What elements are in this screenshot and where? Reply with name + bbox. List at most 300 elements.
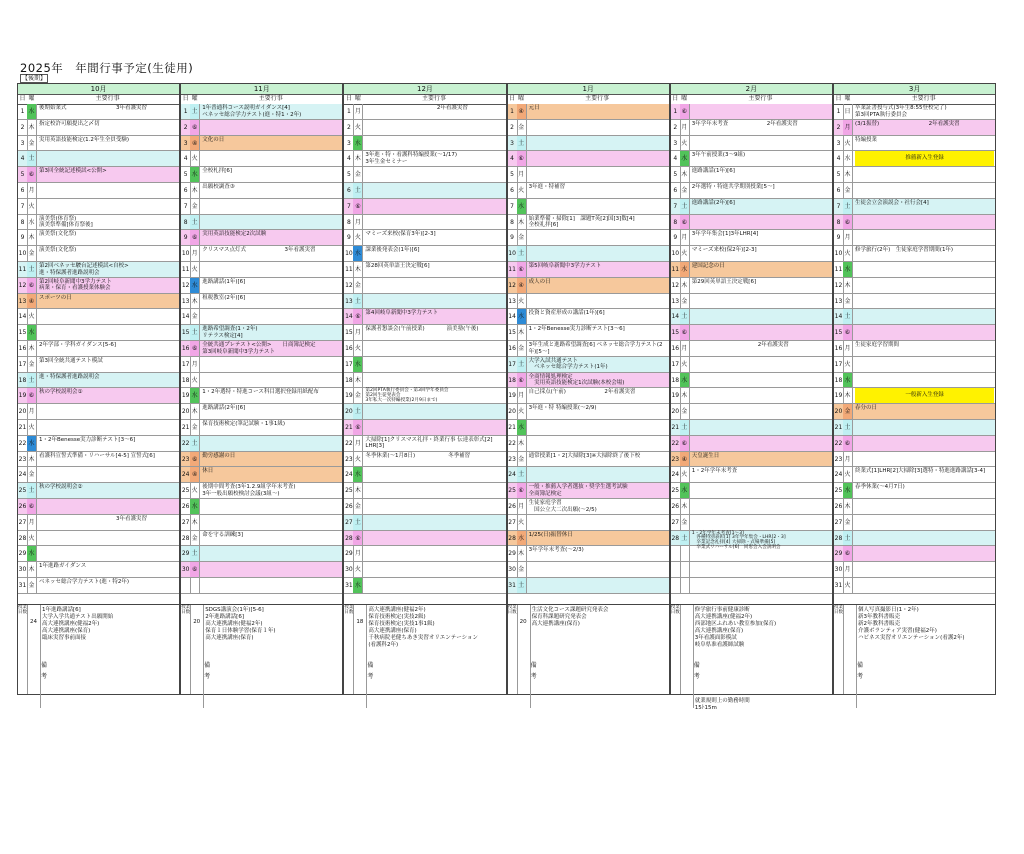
event-text bbox=[692, 437, 831, 451]
calendar-row bbox=[508, 436, 669, 452]
day-number: 28 bbox=[508, 531, 518, 546]
calendar-row bbox=[181, 199, 342, 215]
day-number: 30 bbox=[834, 562, 844, 577]
calendar-row bbox=[344, 467, 505, 483]
day-number: 21 bbox=[18, 420, 28, 435]
event-text bbox=[202, 374, 341, 388]
weekday: 水 bbox=[190, 278, 200, 293]
event-text bbox=[365, 500, 504, 514]
weekday: ⑥ bbox=[843, 215, 853, 230]
event-text: 第29回英単語王決定戦[6] bbox=[691, 278, 757, 285]
remarks-label: 備考 bbox=[530, 662, 537, 680]
weekday: 火 bbox=[680, 467, 690, 482]
event-text bbox=[365, 279, 504, 293]
event-text: 卒業証書授与式(3年生8:55登校完了) 第3回PTA執行委員会 bbox=[855, 105, 947, 118]
event-text bbox=[692, 547, 831, 561]
calendar-row bbox=[344, 230, 505, 246]
calendar-row bbox=[344, 436, 505, 452]
event-text bbox=[855, 216, 994, 230]
event-text bbox=[39, 468, 178, 482]
weekday: 月 bbox=[680, 120, 690, 135]
weekday: 火 bbox=[680, 136, 690, 151]
calendar-row bbox=[344, 309, 505, 325]
weekday: 水 bbox=[27, 104, 37, 119]
day-number: 9 bbox=[508, 230, 518, 245]
notes-text: 1年進路講話[6] 大学入学共通テスト出願開始 高大連携講座(健福2年) 高大連携講座(保育) 臨床実習事前面接 bbox=[42, 607, 114, 641]
page-title: 2025年 年間行事予定(生徒用) bbox=[20, 61, 194, 75]
event-text: 全統共通プレテスト<公開> 日商簿記検定 第3回岐阜新聞中3学力テスト bbox=[202, 342, 316, 355]
weekday: 木 bbox=[353, 483, 363, 498]
day-number: 20 bbox=[671, 404, 681, 419]
day-number: 27 bbox=[671, 515, 681, 530]
notes-text: SDGS講演会(1年)[5-6] 2年進路講話[6] 高大連携講座(健福2年) 保育１日体験学習(保育１年) 高大連携講座(保育) bbox=[205, 607, 276, 641]
day-number: 3 bbox=[671, 136, 681, 151]
event-text bbox=[202, 216, 341, 230]
calendar-row bbox=[18, 294, 179, 310]
day-number: 27 bbox=[834, 515, 844, 530]
event-text bbox=[855, 437, 994, 451]
day-number: 20 bbox=[18, 404, 28, 419]
weekday: 金 bbox=[353, 388, 363, 403]
event-text: 3年看護実習 bbox=[39, 515, 148, 522]
weekday: 金 bbox=[680, 183, 690, 198]
event-text bbox=[692, 516, 831, 530]
calendar-row bbox=[18, 151, 179, 167]
weekday: 日 bbox=[843, 104, 853, 119]
weekday: 月 bbox=[843, 230, 853, 245]
calendar-row bbox=[18, 404, 179, 420]
weekday: 金 bbox=[843, 404, 853, 419]
calendar-row bbox=[508, 467, 669, 483]
day-number: 21 bbox=[671, 420, 681, 435]
weekday: ⑥ bbox=[517, 151, 527, 166]
day-number: 26 bbox=[181, 499, 191, 514]
day-col-header: 日 bbox=[672, 95, 679, 102]
event-text: 保育技術検定(筆記試験・1事1級) bbox=[202, 421, 285, 427]
calendar-row bbox=[834, 136, 995, 152]
event-text bbox=[202, 152, 341, 166]
calendar-row bbox=[508, 499, 669, 515]
events-col-header: 主要行事 bbox=[421, 95, 446, 102]
event-text: 指定校許可願提出之〆切 bbox=[39, 120, 100, 127]
event-text bbox=[202, 263, 341, 277]
day-number: 10 bbox=[18, 246, 28, 261]
calendar-row bbox=[508, 452, 669, 468]
weekday: 土 bbox=[190, 436, 200, 451]
day-number: 21 bbox=[181, 420, 191, 435]
day-number: 27 bbox=[508, 515, 518, 530]
weekday: 火 bbox=[517, 294, 527, 309]
weekday bbox=[680, 562, 690, 577]
calendar-row bbox=[834, 515, 995, 531]
day-number: 17 bbox=[671, 357, 681, 372]
event-text bbox=[365, 421, 504, 435]
event-text: 3年学年末考査 2年看護実習 bbox=[691, 120, 798, 127]
notes-text: 高大連携講座(健福2年) 保育技術検定(実技2級) 保育技術検定(実技1事1級) 高大連携講座(保育) 千秋病院老健ちあき実習オリエンテーション (看護科2年) bbox=[368, 607, 479, 648]
event-text bbox=[202, 579, 341, 593]
weekday: ⑥ bbox=[190, 452, 200, 467]
event-text: マミーズ来校(保2年)[2-3] bbox=[691, 247, 757, 254]
day-number: 28 bbox=[18, 531, 28, 546]
day-number: 10 bbox=[508, 246, 518, 261]
weekday: 月 bbox=[353, 546, 363, 561]
calendar-sheet bbox=[17, 83, 996, 711]
weekday: ⑥ bbox=[680, 104, 690, 119]
day-number: 16 bbox=[834, 341, 844, 356]
event-text bbox=[39, 421, 178, 435]
event-text bbox=[855, 295, 994, 309]
calendar-row bbox=[18, 357, 179, 373]
weekday: 水 bbox=[27, 436, 37, 451]
day-number: 18 bbox=[508, 373, 518, 388]
weekday: 月 bbox=[843, 341, 853, 356]
event-text bbox=[692, 310, 831, 324]
calendar-row bbox=[181, 483, 342, 499]
weekday: 火 bbox=[27, 420, 37, 435]
day-number: 16 bbox=[508, 341, 518, 356]
event-text: 3年学年末考査(〜2/3) bbox=[528, 547, 584, 554]
event-text bbox=[855, 500, 994, 514]
notes-text: 修学旅行事前健康診断 高大連携講座(健福2年) 西部地区ふれあい教室参加(保育) 高大連携講座(保育) 3年看護面影模試 岐阜県准看護師試験 就業規則上の勤務時間 15ﾄ15m bbox=[694, 607, 777, 711]
calendar-row bbox=[508, 483, 669, 499]
weekday: 金 bbox=[27, 578, 37, 593]
day-number: 29 bbox=[344, 546, 354, 561]
calendar-row bbox=[671, 104, 832, 120]
day-number: 7 bbox=[508, 199, 518, 214]
calendar-row bbox=[508, 167, 669, 183]
calendar-row bbox=[834, 341, 995, 357]
weekday: 金 bbox=[27, 246, 37, 261]
calendar-row bbox=[344, 294, 505, 310]
weekday: 月 bbox=[190, 357, 200, 372]
weekday: 土 bbox=[680, 199, 690, 214]
event-text bbox=[529, 168, 668, 182]
event-text bbox=[365, 184, 504, 198]
day-number: 31 bbox=[834, 578, 844, 593]
calendar-row bbox=[18, 215, 179, 231]
month-column bbox=[507, 83, 670, 695]
weekday: 月 bbox=[843, 120, 853, 135]
calendar-row bbox=[344, 578, 505, 594]
calendar-row bbox=[344, 104, 505, 120]
weekday: ⑥ bbox=[27, 167, 37, 182]
calendar-row bbox=[671, 246, 832, 262]
day-number: 5 bbox=[181, 167, 191, 182]
weekday: 水 bbox=[680, 483, 690, 498]
day-number: 1 bbox=[181, 104, 191, 119]
weekday: 土 bbox=[190, 215, 200, 230]
event-text: 後期始業式 3年看護実習 bbox=[39, 105, 148, 111]
weekday: 土 bbox=[353, 515, 363, 530]
event-text bbox=[365, 216, 504, 230]
event-text: 3年進・特 特編授業(〜2/9) bbox=[528, 405, 597, 412]
event-text: 勤労感謝の日 bbox=[202, 452, 236, 459]
month-column bbox=[180, 83, 343, 695]
weekday: 水 bbox=[353, 136, 363, 151]
day-col-header: 日 bbox=[509, 95, 516, 102]
event-text: クリスマス点灯式 3年看護実習 bbox=[202, 247, 316, 254]
day-number: 22 bbox=[508, 436, 518, 451]
weekday: ⑥ bbox=[353, 309, 363, 324]
day-number: 31 bbox=[344, 578, 354, 593]
calendar-row bbox=[508, 404, 669, 420]
calendar-row bbox=[834, 246, 995, 262]
calendar-row bbox=[508, 309, 669, 325]
calendar-row bbox=[181, 230, 342, 246]
calendar-row bbox=[344, 183, 505, 199]
calendar-row bbox=[344, 151, 505, 167]
weekday: 火 bbox=[843, 578, 853, 593]
weekday: 水 bbox=[190, 499, 200, 514]
weekday: 土 bbox=[517, 136, 527, 151]
weekday: ⑥ bbox=[843, 546, 853, 561]
event-text: 文化の日 bbox=[202, 136, 225, 143]
event-text: 通常授業[1・2]大掃除[3]※大掃除終了後下校 bbox=[528, 452, 641, 459]
event-text bbox=[855, 563, 994, 577]
calendar-row bbox=[18, 136, 179, 152]
event-text: 推薦新入生登録 bbox=[855, 151, 994, 166]
day-number: 19 bbox=[181, 388, 191, 403]
weekday: 木 bbox=[680, 278, 690, 293]
weekday: ⑥ bbox=[517, 373, 527, 388]
calendar-row bbox=[671, 562, 832, 578]
calendar-row bbox=[508, 562, 669, 578]
weekday: ④ bbox=[190, 136, 200, 151]
day-number: 6 bbox=[181, 183, 191, 198]
weekday: 土 bbox=[27, 151, 37, 166]
weekday: 火 bbox=[517, 404, 527, 419]
calendar-row bbox=[508, 136, 669, 152]
weekday: 月 bbox=[27, 183, 37, 198]
event-text: 第28回英単語王決定戦[6] bbox=[365, 263, 430, 269]
event-text bbox=[39, 184, 178, 198]
day-number: 18 bbox=[671, 373, 681, 388]
day-number: 1 bbox=[671, 104, 681, 119]
event-text: 2年選特・特進共学期別授業[5〜] bbox=[691, 184, 775, 190]
weekday: 月 bbox=[27, 515, 37, 530]
day-number: 6 bbox=[671, 183, 681, 198]
day-number: 25 bbox=[834, 483, 844, 498]
day-number: 10 bbox=[344, 246, 354, 261]
calendar-row bbox=[344, 388, 505, 404]
day-number: 3 bbox=[834, 136, 844, 151]
calendar-row bbox=[834, 420, 995, 436]
weekday: 金 bbox=[843, 515, 853, 530]
day-number: 13 bbox=[344, 294, 354, 309]
event-text: 第2回岐阜新聞中3学力テスト 病業・保育・看護授業体験会 bbox=[39, 278, 112, 292]
weekday: 木 bbox=[843, 388, 853, 403]
calendar-row bbox=[344, 262, 505, 278]
calendar-row bbox=[181, 151, 342, 167]
calendar-row bbox=[181, 499, 342, 515]
calendar-row bbox=[18, 199, 179, 215]
day-number: 5 bbox=[671, 167, 681, 182]
calendar-row bbox=[671, 183, 832, 199]
weekday: 金 bbox=[517, 230, 527, 245]
calendar-row bbox=[834, 325, 995, 341]
calendar-row bbox=[508, 183, 669, 199]
day-col-header: 日 bbox=[345, 95, 352, 102]
event-text: 後期中間考査(3年1.2.9組学年末考査) 3年一般出願校検討会議(3組〜) bbox=[202, 484, 296, 497]
weekday: 金 bbox=[190, 309, 200, 324]
event-text bbox=[202, 310, 341, 324]
event-text: 1・2年Benesse実力診断テスト[3〜6] bbox=[528, 326, 625, 333]
calendar-row bbox=[181, 262, 342, 278]
calendar-row bbox=[181, 120, 342, 136]
weekday: 金 bbox=[27, 357, 37, 372]
calendar-row bbox=[181, 436, 342, 452]
calendar-row bbox=[671, 325, 832, 341]
calendar-row bbox=[834, 309, 995, 325]
weekday: 月 bbox=[190, 246, 200, 261]
day-number: 22 bbox=[344, 436, 354, 451]
calendar-row bbox=[508, 215, 669, 231]
day-number: 12 bbox=[834, 278, 844, 293]
day-number: 15 bbox=[671, 325, 681, 340]
calendar-row bbox=[508, 104, 669, 120]
event-text bbox=[39, 326, 178, 340]
day-number: 9 bbox=[344, 230, 354, 245]
day-number: 19 bbox=[344, 388, 354, 403]
day-number: 22 bbox=[671, 436, 681, 451]
day-number: 8 bbox=[344, 215, 354, 230]
weekday: 火 bbox=[27, 199, 37, 214]
calendar-row bbox=[508, 357, 669, 373]
notes-section bbox=[344, 604, 505, 694]
day-number: 30 bbox=[508, 562, 518, 577]
weekday: 木 bbox=[27, 120, 37, 135]
weekday: 水 bbox=[27, 546, 37, 561]
calendar-row bbox=[18, 420, 179, 436]
calendar-row bbox=[671, 167, 832, 183]
weekday: ⑥ bbox=[680, 215, 690, 230]
event-text: 3年進・特・看護科特編授業(〜1/17) 3年生金セミナー bbox=[365, 152, 458, 165]
weekday: 土 bbox=[353, 294, 363, 309]
day-number: 13 bbox=[18, 294, 28, 309]
day-number: 16 bbox=[18, 341, 28, 356]
event-text bbox=[529, 137, 668, 151]
day-number: 2 bbox=[508, 120, 518, 135]
day-number: 31 bbox=[18, 578, 28, 593]
calendar-row bbox=[834, 215, 995, 231]
remarks-label: 備考 bbox=[856, 662, 863, 680]
event-text bbox=[365, 121, 504, 135]
day-number: 5 bbox=[18, 167, 28, 182]
calendar-row bbox=[181, 388, 342, 404]
calendar-row bbox=[508, 531, 669, 547]
day-number: 23 bbox=[18, 452, 28, 467]
calendar-row bbox=[181, 373, 342, 389]
event-text bbox=[39, 310, 178, 324]
day-number: 3 bbox=[181, 136, 191, 151]
weekday: ④ bbox=[517, 104, 527, 119]
weekday: 木 bbox=[190, 294, 200, 309]
day-col-header: 日 bbox=[835, 95, 842, 102]
event-text: 1/25(日)振替休日 bbox=[528, 531, 573, 538]
event-text bbox=[529, 231, 668, 245]
calendar-row bbox=[18, 531, 179, 547]
weekday: ⑥ bbox=[680, 325, 690, 340]
event-text bbox=[529, 563, 668, 577]
day-number: 12 bbox=[508, 278, 518, 293]
event-text bbox=[365, 579, 504, 593]
calendar-row bbox=[344, 515, 505, 531]
calendar-row bbox=[18, 546, 179, 562]
calendar-row bbox=[344, 325, 505, 341]
calendar-row bbox=[18, 104, 179, 120]
event-text bbox=[365, 374, 504, 388]
notes-section bbox=[508, 604, 669, 694]
month-header: 3月 bbox=[834, 84, 995, 95]
calendar-row bbox=[834, 546, 995, 562]
calendar-row bbox=[344, 404, 505, 420]
day-number: 4 bbox=[834, 151, 844, 166]
day-number: 8 bbox=[18, 215, 28, 230]
calendar-row bbox=[671, 467, 832, 483]
event-text: 全商情報処理検定 実用英語技能検定1次試験(本校会場) bbox=[528, 373, 625, 387]
day-col-header: 日 bbox=[182, 95, 189, 102]
calendar-row bbox=[834, 167, 995, 183]
event-text bbox=[365, 516, 504, 530]
notes-text: 個人写真撮影日(1・2年) 新3年教科書販売 新2年教科書販売 介護ボランティア実習(健福2年) ハビネス実習オリエンテーション(看護2年) bbox=[858, 607, 965, 641]
weekday: ⑥ bbox=[353, 420, 363, 435]
day-number: 4 bbox=[18, 151, 28, 166]
notes-section bbox=[181, 604, 342, 694]
weekday: 月 bbox=[353, 215, 363, 230]
calendar-row bbox=[671, 530, 832, 550]
calendar-row bbox=[18, 483, 179, 499]
remarks-label: 備考 bbox=[204, 662, 211, 680]
event-text: 実用英語技能検定(1.2年生全員受験) bbox=[39, 136, 130, 143]
weekday: 水 bbox=[843, 262, 853, 277]
weekday: 火 bbox=[190, 483, 200, 498]
weekday: 火 bbox=[843, 246, 853, 261]
events-col-header: 主要行事 bbox=[258, 95, 283, 102]
weekday-col-header: 曜 bbox=[354, 95, 361, 102]
event-text bbox=[692, 405, 831, 419]
event-text: 生徒家庭学習 国公立大二次出願(〜2/5) bbox=[528, 500, 597, 513]
calendar-row bbox=[834, 531, 995, 547]
day-number: 22 bbox=[18, 436, 28, 451]
weekday-col-header: 曜 bbox=[518, 95, 525, 102]
weekday: 土 bbox=[517, 467, 527, 482]
weekday: 金 bbox=[843, 294, 853, 309]
calendar-row bbox=[834, 499, 995, 515]
day-number: 2 bbox=[671, 120, 681, 135]
calendar-row bbox=[18, 341, 179, 357]
event-text: 第2回ベネッセ駿台記述模試<自校> 進・特保護者進路説明会 bbox=[39, 263, 129, 276]
event-text bbox=[365, 563, 504, 577]
day-number: 18 bbox=[344, 373, 354, 388]
events-col-header: 主要行事 bbox=[585, 95, 610, 102]
day-number: 14 bbox=[671, 309, 681, 324]
month-header: 12月 bbox=[344, 84, 505, 95]
event-text: 1・2年学年末考査 bbox=[691, 468, 738, 475]
day-number: 8 bbox=[671, 215, 681, 230]
weekday: 火 bbox=[353, 230, 363, 245]
calendar-row bbox=[344, 215, 505, 231]
event-text: 進路講話(2年)[6] bbox=[691, 199, 735, 206]
weekday: 月 bbox=[680, 341, 690, 356]
weekday: 金 bbox=[27, 136, 37, 151]
event-text bbox=[365, 168, 504, 182]
weekday: 木 bbox=[680, 167, 690, 182]
day-number: 23 bbox=[344, 452, 354, 467]
event-text: 租税教室(2年)[6] bbox=[202, 294, 246, 301]
calendar-row bbox=[671, 120, 832, 136]
day-number: 3 bbox=[508, 136, 518, 151]
event-text bbox=[529, 295, 668, 309]
